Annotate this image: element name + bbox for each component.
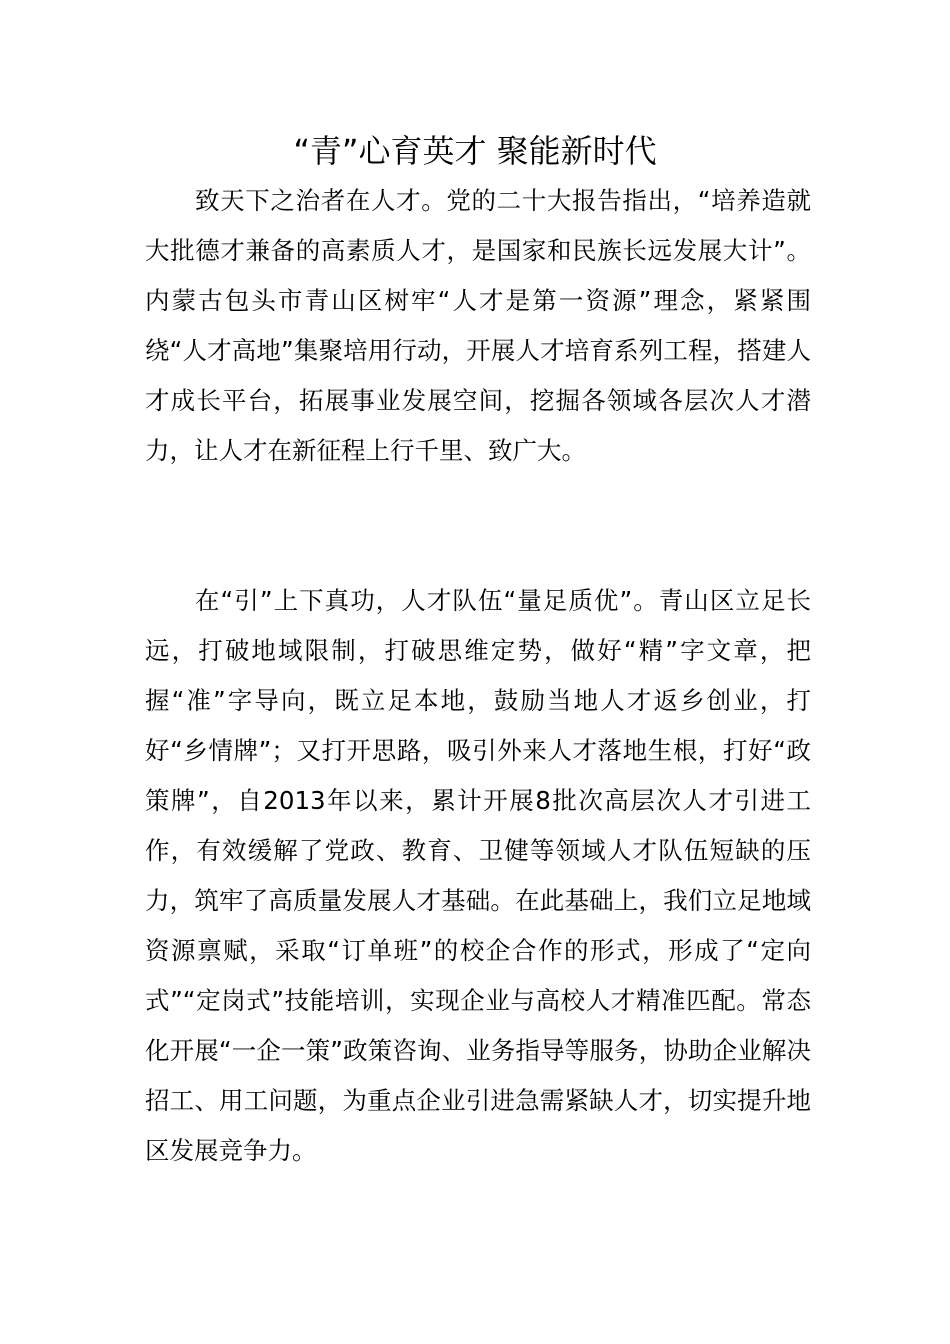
paragraph-intro: 致天下之治者在人才。党的二十大报告指出，“培养造就大批德才兼备的高素质人才，是国家和民族长远发展大计”。内蒙古包头市青山区树牢“人才是第一资源”理念，紧紧围绕“人才高地”集聚培用行动，开展人才培育系列工程，搭建人才成长平台，拓展事业发展空间，挖掘各领域各层次人才潜力，让人才在新征程上行千里、致广大。	[145, 186, 811, 465]
paragraph-talent-introduction: 在“引”上下真功，人才队伍“量足质优”。青山区立足长远，打破地域限制，打破思维定势，做好“精”字文章，把握“准”字导向，既立足本地，鼓励当地人才返乡创业，打好“乡情牌”；又打开思路，吸引外来人才落地生根，打好“政策牌”，自2013年以来，累计开展8批次高层次人才引进工作，有效缓解了党政、教育、卫健等领域人才队伍短缺的压力，筑牢了高质量发展人才基础。在此基础上，我们立足地域资源禀赋，采取“订单班”的校企合作的形式，形成了“定向式”“定岗式”技能培训，实现企业与高校人才精准匹配。常态化开展“一企一策”政策咨询、业务指导等服务，协助企业解决招工、用工问题，为重点企业引进急需紧缺人才，切实提升地区发展竞争力。	[145, 586, 811, 1165]
document-title: “青”心育英才 聚能新时代	[293, 132, 657, 170]
